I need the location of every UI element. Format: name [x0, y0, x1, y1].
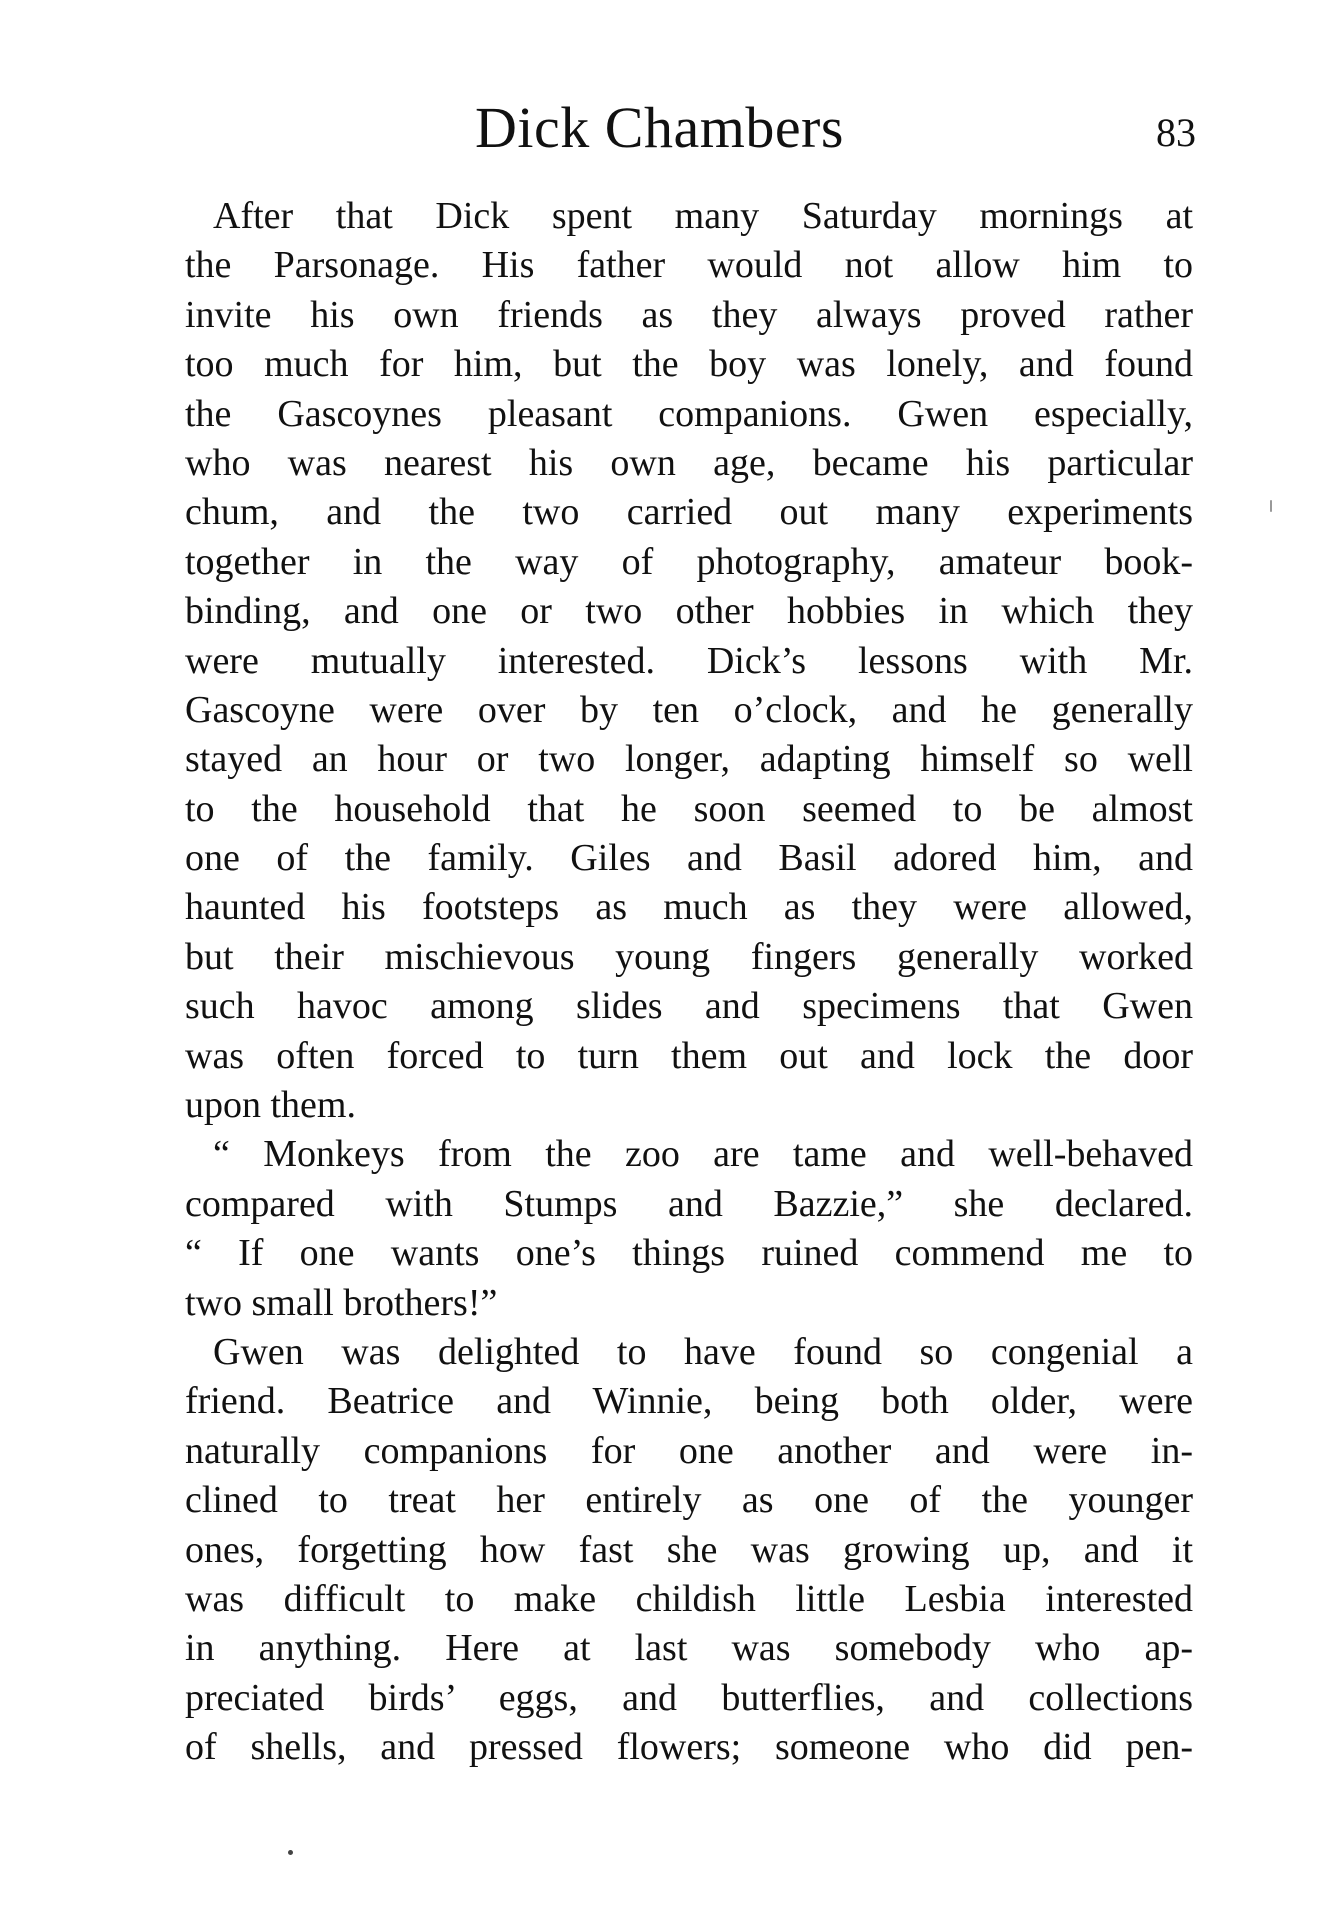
print-speck: [1270, 500, 1272, 512]
text-line: “ If one wants one’s things ruined commend me to: [185, 1232, 1193, 1275]
text-line: of shells, and pressed flowers; someone who did pen-: [185, 1726, 1193, 1769]
paragraph-2: [185, 1130, 1193, 1328]
text-line: invite his own friends as they always proved rather: [185, 293, 1193, 336]
text-line: stayed an hour or two longer, adapting himself so well: [185, 738, 1193, 781]
text-line: binding, and one or two other hobbies in which they: [185, 590, 1193, 633]
running-head: [0, 88, 1319, 168]
text-line: was often forced to turn them out and lock the door: [185, 1034, 1193, 1077]
text-line: but their mischievous young fingers generally worked: [185, 935, 1193, 978]
text-line: Gascoyne were over by ten o’clock, and he generally: [185, 688, 1193, 731]
text-line: who was nearest his own age, became his particular: [185, 441, 1193, 484]
text-line: the Parsonage. His father would not allow him to: [185, 244, 1193, 287]
text-line: upon them.: [185, 1084, 356, 1127]
text-line: naturally companions for one another and were in-: [185, 1429, 1193, 1472]
text-line: was difficult to make childish little Lesbia interested: [185, 1577, 1193, 1620]
text-line: After that Dick spent many Saturday mornings at: [213, 195, 1193, 237]
paragraph-1: [185, 192, 1193, 1130]
text-line: too much for him, but the boy was lonely, and found: [185, 343, 1193, 386]
text-line: clined to treat her entirely as one of the younger: [185, 1479, 1193, 1522]
text-line: one of the family. Giles and Basil adored him, and: [185, 837, 1193, 880]
text-line: haunted his footsteps as much as they were allowed,: [185, 886, 1193, 929]
text-line: in anything. Here at last was somebody who ap-: [185, 1627, 1193, 1670]
text-line: such havoc among slides and specimens that Gwen: [185, 985, 1193, 1028]
text-line: chum, and the two carried out many experiments: [185, 491, 1193, 534]
page-number: 83: [1156, 110, 1196, 155]
body-text: [185, 192, 1193, 1773]
text-line: the Gascoynes pleasant companions. Gwen especially,: [185, 392, 1193, 435]
text-line: together in the way of photography, amateur book-: [185, 540, 1193, 583]
text-line: Gwen was delighted to have found so congenial a: [213, 1330, 1193, 1373]
text-line: to the household that he soon seemed to be almost: [185, 787, 1193, 830]
text-line: two small brothers!”: [185, 1281, 498, 1324]
text-line: preciated birds’ eggs, and butterflies, and collections: [185, 1676, 1193, 1719]
print-speck: [288, 1850, 293, 1855]
text-line: were mutually interested. Dick’s lessons with Mr.: [185, 639, 1193, 682]
text-line: ones, forgetting how fast she was growing up, and it: [185, 1528, 1193, 1571]
running-title: Dick Chambers: [475, 95, 844, 160]
text-line: “ Monkeys from the zoo are tame and well-behaved: [213, 1133, 1193, 1176]
text-line: compared with Stumps and Bazzie,” she declared.: [185, 1182, 1193, 1225]
text-line: friend. Beatrice and Winnie, being both older, were: [185, 1380, 1193, 1423]
paragraph-3: [185, 1328, 1193, 1773]
